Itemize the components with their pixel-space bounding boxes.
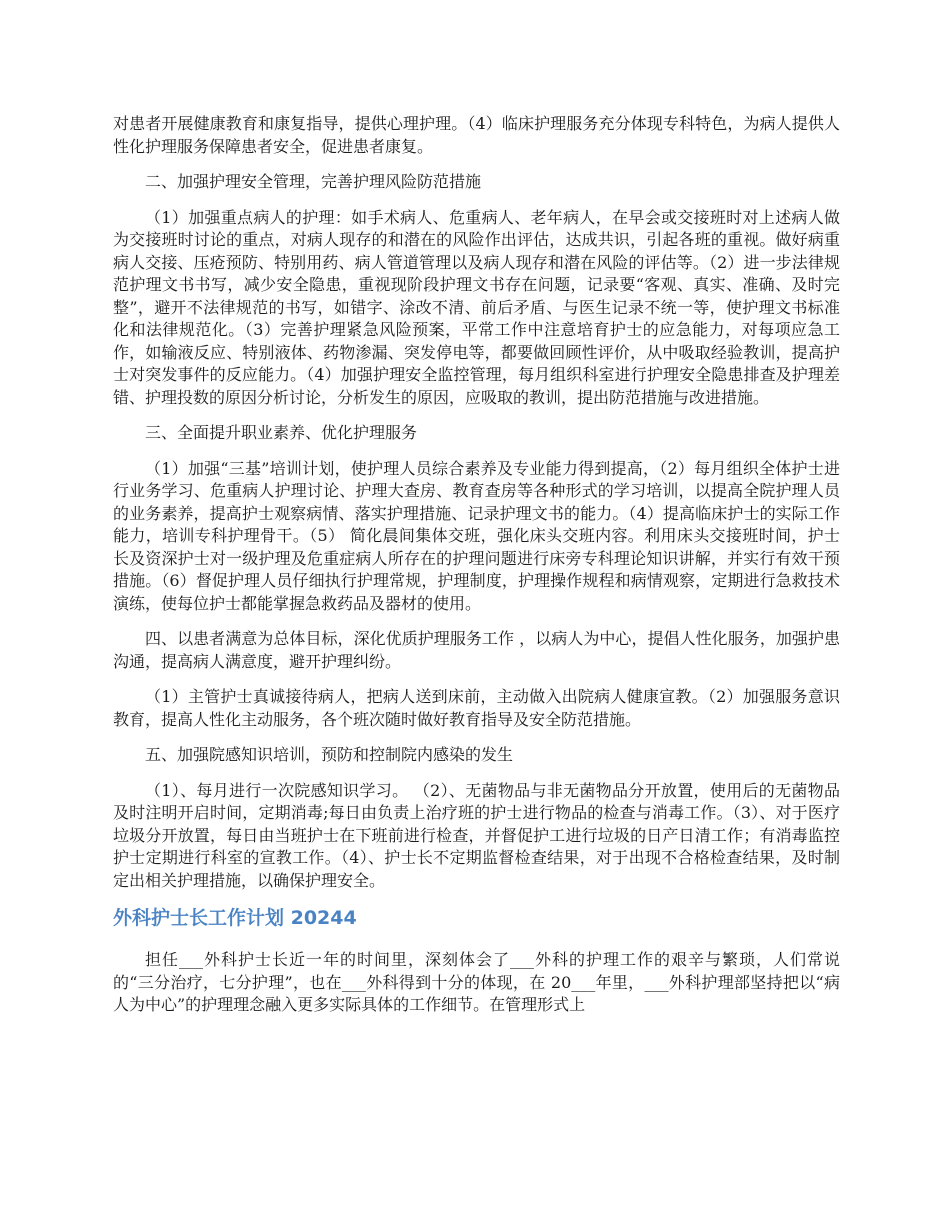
heading-section-five: 五、加强院感知识培训，预防和控制院内感染的发生 [145, 745, 514, 764]
paragraph-section-five: （1）、每月进行一次院感知识学习。 （2）、无菌物品与非无菌物品分开放置，使用后的无菌物品及时注明开启时间，定期消毒;每日由负责上治疗班的护士进行物品的检查与消毒工作。（3）、对于医疗垃圾分开放置，每日由当班护士在下班前进行检查，并督促护工进行垃圾的日产日清工作；有消毒监控护士定期进行科室的宣教工作。（4）、护士长不定期监督检查结果，对于出现不合格检查结果，及时制定出相关护理措施，以确保护理安全。 [113, 780, 840, 890]
paragraph-section-three: （1）加强“三基”培训计划，使护理人员综合素养及专业能力得到提高，（2）每月组织全体护士进行业务学习、危重病人护理讨论、护理大查房、教育查房等各种形式的学习培训，以提高全院护理人员的业务素养，提高护士观察病情、落实护理措施、记录护理文书的能力。（4）提高临床护士的实际工作能力，培训专科护理骨干。（5） 简化晨间集体交班，强化床头交班内容。利用床头交接班时间，护士长及资深护士对一级护理及危重症病人所存在的护理问题进行床旁专科理论知识讲解，并实行有效干预措施。（6）督促护理人员仔细执行护理常规，护理制度，护理操作规程和病情观察，定期进行急救技术演练，使每位护士都能掌握急救药品及器材的使用。 [113, 458, 840, 613]
paragraph-last: 担任___外科护士长近一年的时间里，深刻体会了___外科的护理工作的艰辛与繁琐，人们常说的“三分治疗，七分护理”，也在___外科得到十分的体现，在 20___年里，___外科护理部坚持把以“病人为中心”的护理理念融入更多实际具体的工作细节。在管理形式上 [113, 950, 840, 1014]
paragraph-section-two: （1）加强重点病人的护理：如手术病人、危重病人、老年病人，在早会或交接班时对上述病人做为交接班时讨论的重点，对病人现存的和潜在的风险作出评估，达成共识，引起各班的重视。做好病重病人交接、压疮预防、特别用药、病人管道管理以及病人现存和潜在风险的评估等。（2）进一步法律规范护理文书书写，减少安全隐患，重视现阶段护理文书存在问题，记录要“客观、真实、准确、及时完整”，避开不法律规范的书写，如错字、涂改不清、前后矛盾、与医生记录不统一等，使护理文书标准化和法律规范化。（3）完善护理紧急风险预案，平常工作中注意培育护士的应急能力，对每项应急工作，如输液反应、特别液体、药物渗漏、突发停电等，都要做回顾性评价，从中吸取经验教训，提高护士对突发事件的反应能力。（4）加强护理安全监控管理，每月组织科室进行护理安全隐患排查及护理差错、护理投数的原因分析讨论，分析发生的原因，应吸取的教训，提出防范措施与改进措施。 [113, 207, 840, 407]
paragraph-section-four: （1）主管护士真诚接待病人，把病人送到床前，主动做入出院病人健康宣教。（2）加强服务意识教育，提高人性化主动服务，各个班次随时做好教育指导及安全防范措施。 [113, 687, 840, 729]
paragraph-intro: 对患者开展健康教育和康复指导，提供心理护理。（4）临床护理服务充分体现专科特色，为病人提供人性化护理服务保障患者安全，促进患者康复。 [113, 114, 840, 156]
heading-section-three: 三、全面提升职业素养、优化护理服务 [145, 423, 418, 442]
heading-section-two: 二、加强护理安全管理，完善护理风险防范措施 [145, 172, 482, 191]
document-page [113, 113, 840, 1030]
heading-section-four: 四、以患者满意为总体目标，深化优质护理服务工作 ，以病人为中心，提倡人性化服务，加强护患沟通，提高病人满意度，避开护理纠纷。 [113, 629, 840, 671]
section-title: 外科护士长工作计划 20244 [113, 907, 357, 929]
